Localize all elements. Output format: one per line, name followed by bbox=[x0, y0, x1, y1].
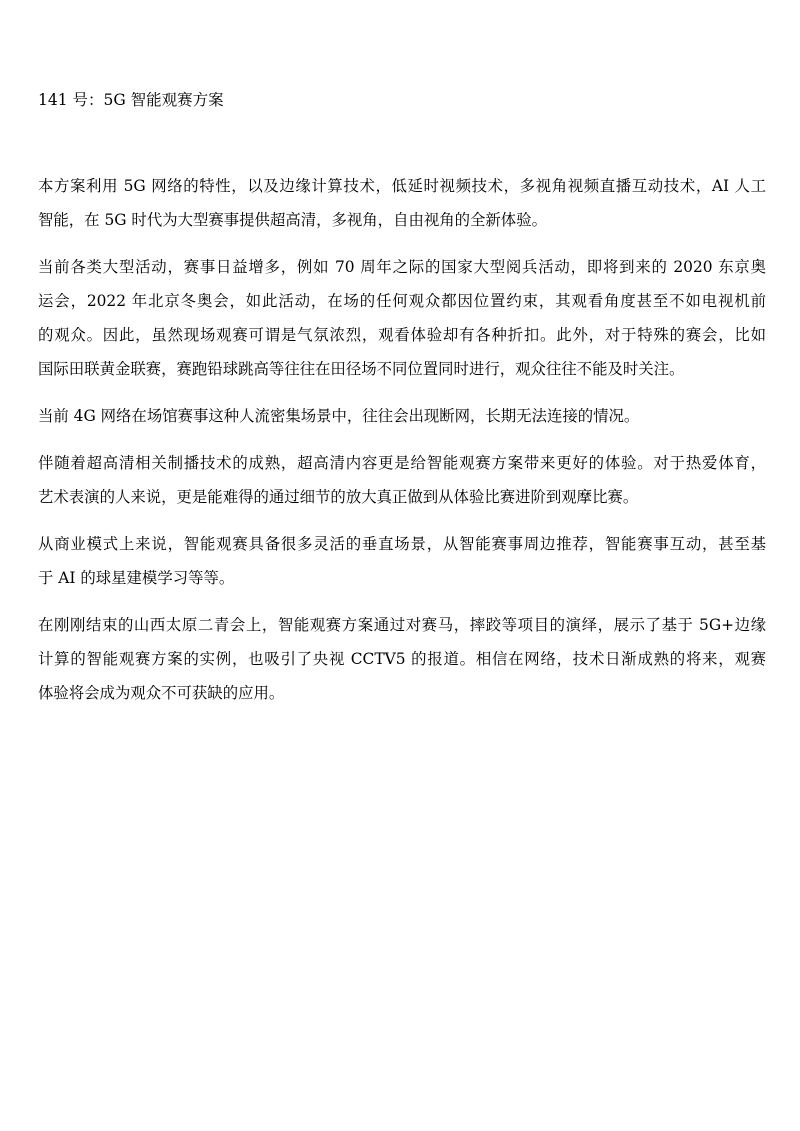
document-body bbox=[38, 169, 766, 723]
paragraph-line: 国际田联黄金联赛，赛跑铅球跳高等往往在田径场不同位置同时进行，观众往往不能及时关注。 bbox=[38, 360, 685, 378]
paragraph-line: 计算的智能观赛方案的实例，也吸引了央视 CCTV5 的报道。相信在网络，技术日渐成熟的将来，观赛 bbox=[38, 650, 766, 668]
paragraph-line: 智能，在 5G 时代为大型赛事提供超高清，多视角，自由视角的全新体验。 bbox=[38, 211, 547, 229]
paragraph-line: 在刚刚结束的山西太原二青会上，智能观赛方案通过对赛马，摔跤等项目的演绎，展示了基于 5G+边缘 bbox=[38, 616, 766, 634]
paragraph-line: 伴随着超高清相关制播技术的成熟，超高清内容更是给智能观赛方案带来更好的体验。对于热爱体育， bbox=[38, 454, 766, 472]
document-title: 141 号：5G 智能观赛方案 bbox=[38, 91, 224, 109]
paragraph-line: 本方案利用 5G 网络的特性，以及边缘计算技术，低延时视频技术，多视角视频直播互动技术，AI 人工 bbox=[38, 177, 766, 195]
paragraph bbox=[38, 250, 766, 386]
paragraph-line: 从商业模式上来说，智能观赛具备很多灵活的垂直场景，从智能赛事周边推荐，智能赛事互动，甚至基 bbox=[38, 535, 766, 553]
paragraph-line: 当前 4G 网络在场馆赛事这种人流密集场景中，往往会出现断网，长期无法连接的情况。 bbox=[38, 407, 640, 425]
paragraph bbox=[38, 169, 766, 237]
paragraph bbox=[38, 608, 766, 710]
paragraph-line: 的观众。因此，虽然现场观赛可谓是气氛浓烈，观看体验却有各种折扣。此外，对于特殊的赛会，比如 bbox=[38, 326, 766, 344]
paragraph bbox=[38, 399, 766, 433]
paragraph-line: 当前各类大型活动，赛事日益增多，例如 70 周年之际的国家大型阅兵活动，即将到来的 2020 东京奥 bbox=[38, 258, 766, 276]
paragraph-line: 艺术表演的人来说，更是能难得的通过细节的放大真正做到从体验比赛进阶到观摩比赛。 bbox=[38, 488, 639, 506]
paragraph-line: 于 AI 的球星建模学习等等。 bbox=[38, 569, 235, 587]
paragraph-line: 体验将会成为观众不可获缺的应用。 bbox=[38, 684, 285, 702]
paragraph-line: 运会，2022 年北京冬奥会，如此活动，在场的任何观众都因位置约束，其观看角度甚至不如电视机前 bbox=[38, 292, 766, 310]
paragraph bbox=[38, 446, 766, 514]
paragraph bbox=[38, 527, 766, 595]
